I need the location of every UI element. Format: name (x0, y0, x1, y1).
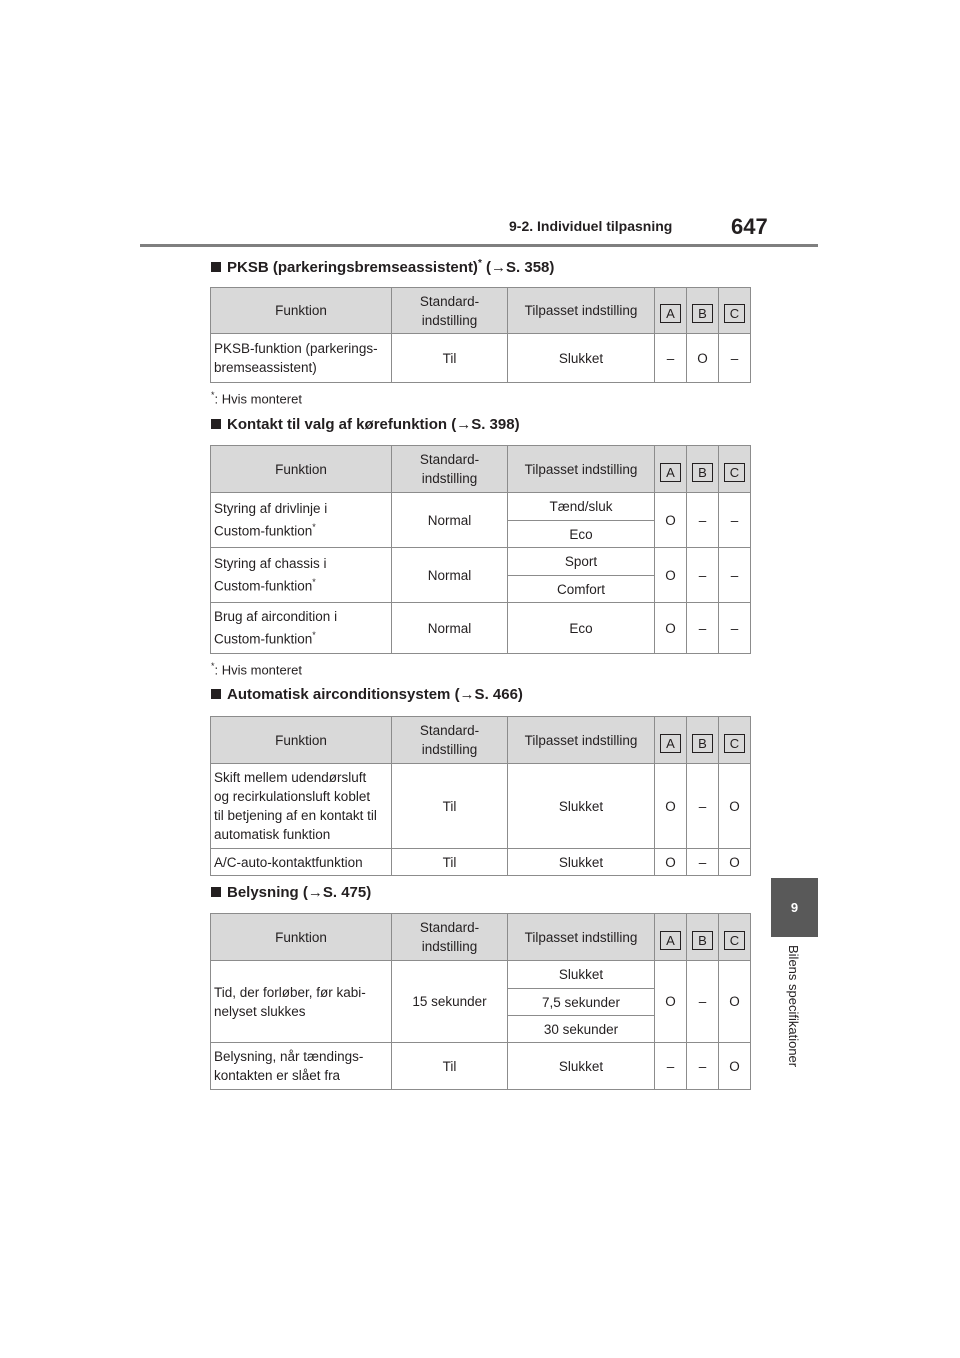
col-a (655, 914, 687, 961)
section-marker-icon (211, 419, 221, 429)
label-a-icon: A (660, 734, 681, 753)
table-row (211, 548, 751, 576)
col-standard-line2: indstilling (421, 939, 478, 954)
col-funktion: Funktion (211, 717, 392, 764)
footnote-text: : Hvis monteret (214, 662, 302, 678)
cell-b: – (687, 603, 719, 654)
col-standard-line2: indstilling (421, 312, 478, 328)
cell-a: O (655, 849, 687, 876)
label-b-icon: B (692, 463, 713, 482)
col-funktion: Funktion (211, 446, 392, 493)
label-b-icon: B (692, 304, 713, 323)
col-a (655, 288, 687, 334)
cell-funktion (211, 961, 392, 1043)
cell-text: bremseassistent) (214, 360, 317, 375)
col-tilpasset: Tilpasset indstilling (508, 914, 655, 961)
cell-b: – (687, 849, 719, 876)
label-c-icon: C (724, 304, 745, 323)
cell-a: – (655, 334, 687, 383)
col-standard-line2: indstilling (421, 742, 478, 757)
cell-standard: Normal (392, 548, 508, 603)
col-standard-line1: Standard- (419, 293, 480, 309)
cell-text: Custom-funktion (214, 523, 313, 539)
cell-option: Slukket (508, 764, 655, 849)
footnote-text: : Hvis monteret (214, 391, 302, 407)
cell-funktion (211, 603, 392, 654)
cell-c: – (719, 493, 751, 548)
footnote-marker: * (312, 577, 316, 588)
cell-option: Sport (508, 548, 655, 576)
cell-text: PKSB-funktion (parkerings- (214, 341, 378, 356)
footnote-marker: * (312, 522, 316, 533)
section-title-text: PKSB (parkeringsbremseassistent) (227, 259, 478, 276)
cell-a: O (655, 764, 687, 849)
col-standard-line1: Standard- (419, 920, 480, 935)
col-funktion: Funktion (211, 288, 392, 334)
table-header-row (211, 446, 751, 493)
cell-option: Slukket (508, 1043, 655, 1090)
cell-c: – (719, 603, 751, 654)
table-row (211, 1043, 751, 1090)
cell-b: – (687, 493, 719, 548)
cell-standard: 15 sekunder (392, 961, 508, 1043)
table-pksb (210, 287, 751, 383)
table-row (211, 603, 751, 654)
cell-c: – (719, 334, 751, 383)
cell-option: Eco (508, 521, 655, 548)
section-title-koerefunktion (211, 416, 520, 433)
cell-a: O (655, 603, 687, 654)
col-standard (392, 914, 508, 961)
cell-funktion (211, 334, 392, 383)
section-marker-icon (211, 887, 221, 897)
cell-option: Slukket (508, 334, 655, 383)
cell-b: – (687, 548, 719, 603)
footnote-star: * (211, 661, 215, 671)
page-reference: (→S. 466) (454, 686, 523, 703)
table-row (211, 334, 751, 383)
cell-text: kontakten er slået fra (214, 1068, 341, 1083)
cell-text: Belysning, når tændings- (214, 1049, 364, 1064)
table-header-row (211, 288, 751, 334)
col-tilpasset: Tilpasset indstilling (508, 717, 655, 764)
cell-c: O (719, 961, 751, 1043)
cell-text: Styring af chassis i (214, 556, 327, 572)
table-row (211, 961, 751, 989)
col-tilpasset: Tilpasset indstilling (508, 288, 655, 334)
col-a (655, 446, 687, 493)
cell-text: Custom-funktion (214, 631, 313, 647)
footnote-marker: * (477, 258, 482, 269)
table-row (211, 493, 751, 521)
cell-standard: Normal (392, 493, 508, 548)
cell-standard: Normal (392, 603, 508, 654)
label-a-icon: A (660, 463, 681, 482)
label-b-icon: B (692, 734, 713, 753)
col-b (687, 288, 719, 334)
section-title-aircondition (211, 686, 523, 703)
cell-c: – (719, 548, 751, 603)
footnote-marker: * (312, 630, 316, 641)
cell-text: Skift mellem udendørsluft (214, 770, 367, 785)
footnote (211, 390, 302, 406)
cell-a: O (655, 961, 687, 1043)
page-number: 647 (731, 214, 768, 239)
col-a (655, 717, 687, 764)
label-b-icon: B (692, 931, 713, 950)
page-reference: (→S. 475) (302, 884, 372, 901)
section-title-belysning (211, 884, 371, 901)
cell-option: Slukket (508, 961, 655, 989)
cell-funktion (211, 1043, 392, 1090)
cell-text: og recirkulationsluft koblet (214, 789, 371, 804)
col-c (719, 717, 751, 764)
label-a-icon: A (660, 304, 681, 323)
cell-option: Comfort (508, 576, 655, 603)
header-rule (140, 244, 818, 247)
label-c-icon: C (724, 734, 745, 753)
page-reference: (→S. 398) (451, 416, 520, 433)
section-title-pksb (211, 258, 554, 276)
chapter-tab: 9 (771, 878, 818, 937)
cell-c: O (719, 1043, 751, 1090)
table-aircondition (210, 716, 751, 876)
footnote-star: * (211, 390, 215, 400)
cell-funktion (211, 764, 392, 849)
table-koerefunktion (210, 445, 751, 654)
col-b (687, 717, 719, 764)
table-row (211, 849, 751, 876)
cell-standard: Til (392, 334, 508, 383)
cell-option: Tænd/sluk (508, 493, 655, 521)
table-row (211, 764, 751, 849)
col-c (719, 914, 751, 961)
chapter-title: Bilens specifikationer (786, 945, 801, 1068)
label-c-icon: C (724, 463, 745, 482)
col-c (719, 446, 751, 493)
cell-text: Styring af drivlinje i (214, 501, 328, 517)
col-c (719, 288, 751, 334)
cell-text: Brug af aircondition i (214, 609, 338, 625)
cell-b: – (687, 764, 719, 849)
section-header: 9-2. Individuel tilpasning (509, 218, 673, 234)
cell-funktion (211, 548, 392, 603)
cell-c: O (719, 849, 751, 876)
cell-b: O (687, 334, 719, 383)
cell-option: 7,5 sekunder (508, 989, 655, 1016)
section-marker-icon (211, 689, 221, 699)
cell-a: O (655, 493, 687, 548)
page-reference: (→S. 358) (486, 259, 555, 276)
cell-text: nelyset slukkes (214, 1003, 306, 1019)
footnote (211, 661, 302, 677)
table-belysning (210, 913, 751, 1090)
table-header-row (211, 717, 751, 764)
label-a-icon: A (660, 931, 681, 950)
col-standard-line1: Standard- (419, 452, 480, 467)
col-standard (392, 446, 508, 493)
col-b (687, 914, 719, 961)
label-c-icon: C (724, 931, 745, 950)
section-title-text: Automatisk airconditionsystem (227, 686, 451, 703)
section-title-text: Belysning (227, 884, 299, 901)
section-title-text: Kontakt til valg af kørefunktion (227, 416, 448, 433)
col-standard-line1: Standard- (419, 723, 480, 738)
col-standard (392, 717, 508, 764)
cell-standard: Til (392, 849, 508, 876)
cell-c: O (719, 764, 751, 849)
cell-text: Tid, der forløber, før kabi- (214, 984, 366, 1000)
cell-b: – (687, 961, 719, 1043)
cell-standard: Til (392, 764, 508, 849)
col-funktion: Funktion (211, 914, 392, 961)
cell-a: O (655, 548, 687, 603)
cell-text: automatisk funktion (214, 827, 331, 842)
cell-text: Custom-funktion (214, 578, 313, 594)
cell-funktion (211, 493, 392, 548)
col-standard-line2: indstilling (421, 471, 478, 486)
cell-text: til betjening af en kontakt til (214, 808, 377, 823)
col-standard (392, 288, 508, 334)
section-marker-icon (211, 262, 221, 272)
col-b (687, 446, 719, 493)
cell-funktion: A/C-auto-kontaktfunktion (211, 849, 392, 876)
cell-b: – (687, 1043, 719, 1090)
cell-option: 30 sekunder (508, 1016, 655, 1043)
cell-standard: Til (392, 1043, 508, 1090)
cell-option: Slukket (508, 849, 655, 876)
col-tilpasset: Tilpasset indstilling (508, 446, 655, 493)
table-header-row (211, 914, 751, 961)
cell-option: Eco (508, 603, 655, 654)
cell-a: – (655, 1043, 687, 1090)
